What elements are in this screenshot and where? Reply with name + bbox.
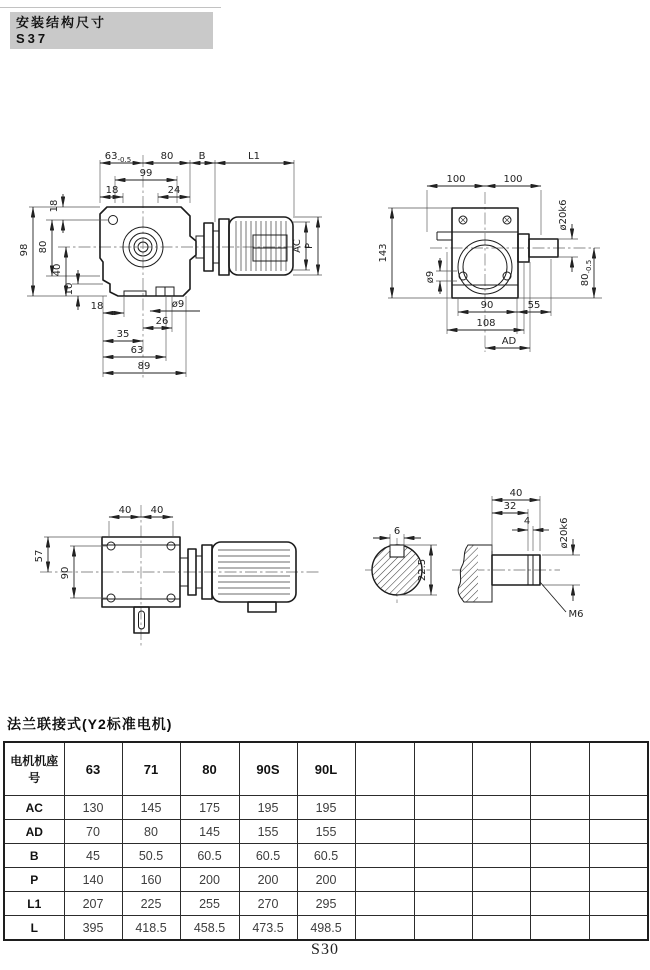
empty-cell	[414, 796, 472, 820]
empty-cell	[530, 892, 589, 916]
empty-cell	[530, 916, 589, 941]
table-row-AC	[4, 796, 648, 820]
motor-foot	[248, 602, 276, 612]
cell: 130	[64, 796, 122, 820]
shaft-side-view	[452, 545, 560, 602]
empty-cell	[355, 820, 414, 844]
table-row-P	[4, 868, 648, 892]
dim-63-tolerance: -0.5	[117, 156, 132, 164]
col-header-90L: 90L	[297, 742, 355, 796]
empty-cell	[530, 820, 589, 844]
dim-label-90: 90	[480, 300, 494, 311]
cell: 295	[297, 892, 355, 916]
model-code: S37	[16, 31, 49, 46]
dim-label-100-right: 100	[503, 174, 523, 185]
hub-hatch	[458, 545, 478, 602]
cell: 50.5	[122, 844, 180, 868]
cell: 80	[122, 820, 180, 844]
cell: 60.5	[297, 844, 355, 868]
dim-label-63-tol	[105, 151, 131, 164]
extension-lines	[44, 521, 173, 598]
col-header-71: 71	[122, 742, 180, 796]
empty-cell	[530, 868, 589, 892]
col-header-empty	[589, 742, 648, 796]
dim-label-18-left: 18	[49, 199, 60, 213]
housing-body	[437, 208, 558, 298]
front-view-drawing	[19, 151, 322, 380]
keyway	[390, 545, 404, 557]
empty-cell	[589, 796, 648, 820]
dim-label-40-left: 40	[118, 505, 132, 516]
cell: 60.5	[180, 844, 239, 868]
dim-label-89: 89	[137, 361, 151, 372]
cell: 45	[64, 844, 122, 868]
cell: 255	[180, 892, 239, 916]
m6-leader	[540, 582, 566, 612]
col-header-63: 63	[64, 742, 122, 796]
cell: 458.5	[180, 916, 239, 941]
dim-80-tolerance: -0.5	[585, 259, 593, 274]
cell: 418.5	[122, 916, 180, 941]
table-title: 法兰联接式(Y2标准电机)	[7, 716, 173, 732]
dim-label-80: 80	[160, 151, 174, 162]
dim-label-dia9: ø9	[425, 270, 436, 284]
dim-label-99: 99	[139, 168, 153, 179]
col-header-90S: 90S	[239, 742, 297, 796]
row-label: L	[4, 916, 64, 941]
empty-cell	[355, 916, 414, 941]
empty-cell	[414, 892, 472, 916]
dim-label-22-5: 22.5	[417, 558, 428, 582]
dim-80: 80	[580, 273, 591, 287]
dim-label-B: B	[198, 151, 206, 162]
empty-cell	[530, 844, 589, 868]
section-title: 安装结构尺寸	[16, 15, 107, 30]
empty-cell	[355, 892, 414, 916]
dim-label-40: 40	[52, 263, 63, 277]
dimension-table-section	[3, 714, 647, 941]
empty-cell	[414, 844, 472, 868]
empty-cell	[472, 820, 530, 844]
dim-label-P: P	[304, 242, 315, 250]
dim-label-108: 108	[476, 318, 496, 329]
row-label: AD	[4, 820, 64, 844]
col-header-empty	[530, 742, 589, 796]
dim-label-35: 35	[116, 329, 130, 340]
hatched-plug	[165, 287, 174, 296]
motor	[196, 217, 293, 275]
cell: 270	[239, 892, 297, 916]
dim-label-24: 24	[167, 185, 181, 196]
dim-label-80-tol	[580, 260, 593, 286]
dim-label-63-bottom: 63	[130, 345, 144, 356]
row-label: P	[4, 868, 64, 892]
shaft-keyway	[139, 611, 145, 629]
cell: 175	[180, 796, 239, 820]
centerlines	[430, 192, 600, 352]
col-header-frame-size: 电机机座号	[4, 742, 64, 796]
dimension-labels	[34, 505, 163, 579]
cell: 473.5	[239, 916, 297, 941]
empty-cell	[589, 892, 648, 916]
cell: 60.5	[239, 844, 297, 868]
cell: 195	[239, 796, 297, 820]
input-keyway	[437, 232, 452, 240]
col-header-80: 80	[180, 742, 239, 796]
cell: 200	[297, 868, 355, 892]
cell: 225	[122, 892, 180, 916]
empty-cell	[472, 844, 530, 868]
dimension-labels	[378, 174, 593, 347]
cell: 195	[297, 796, 355, 820]
cell: 395	[64, 916, 122, 941]
table-row-B	[4, 844, 648, 868]
cell: 70	[64, 820, 122, 844]
cell: 140	[64, 868, 122, 892]
shaft-detail-drawing	[365, 488, 584, 620]
empty-cell	[472, 916, 530, 941]
dim-label-AC: AC	[292, 239, 303, 253]
cell: 160	[122, 868, 180, 892]
dim-label-90: 90	[60, 566, 71, 580]
col-header-empty	[355, 742, 414, 796]
motor	[180, 542, 296, 612]
dim-label-32: 32	[503, 501, 517, 512]
empty-cell	[355, 796, 414, 820]
empty-cell	[472, 892, 530, 916]
dim-label-L1: L1	[248, 151, 260, 162]
centerlines	[58, 155, 310, 380]
table-row-L1	[4, 892, 648, 916]
table-row-L	[4, 916, 648, 941]
dim-label-dia20k6: ø20k6	[558, 199, 569, 231]
screw	[107, 594, 115, 602]
dim-label-80-left: 80	[38, 240, 49, 254]
cell: 145	[180, 820, 239, 844]
empty-cell	[472, 796, 530, 820]
table-row-AD	[4, 820, 648, 844]
motor-dimension-table	[3, 741, 649, 941]
empty-cell	[414, 868, 472, 892]
motor-fins	[236, 221, 286, 271]
empty-cell	[530, 796, 589, 820]
screw	[107, 542, 115, 550]
empty-cell	[589, 844, 648, 868]
empty-cell	[414, 820, 472, 844]
header-row	[4, 742, 648, 796]
bolt-hole	[459, 272, 467, 280]
cell: 145	[122, 796, 180, 820]
dimension-labels	[394, 488, 584, 620]
dim-label-AD: AD	[501, 336, 517, 347]
row-label: L1	[4, 892, 64, 916]
cell: 155	[297, 820, 355, 844]
dim-label-55: 55	[527, 300, 541, 311]
dim-label-98: 98	[19, 243, 30, 257]
row-label: B	[4, 844, 64, 868]
dim-label-18-bottom: 18	[90, 301, 104, 312]
page-number: S30	[311, 941, 339, 958]
empty-cell	[589, 820, 648, 844]
cell: 200	[239, 868, 297, 892]
screw	[167, 542, 175, 550]
dim-label-dia20k6: ø20k6	[559, 517, 570, 549]
dim-label-40-right: 40	[150, 505, 164, 516]
cell: 207	[64, 892, 122, 916]
empty-cell	[414, 916, 472, 941]
dim-label-4: 4	[523, 516, 531, 527]
dim-label-57: 57	[34, 549, 45, 563]
empty-cell	[355, 844, 414, 868]
dimension-lines	[48, 517, 173, 598]
empty-cell	[355, 868, 414, 892]
row-label: AC	[4, 796, 64, 820]
dim-label-26: 26	[155, 316, 169, 327]
dim-label-100-left: 100	[446, 174, 466, 185]
col-header-empty	[414, 742, 472, 796]
hatched-plug	[156, 287, 165, 296]
empty-cell	[589, 868, 648, 892]
dim-label-6: 6	[393, 526, 401, 537]
bolt-hole	[503, 272, 511, 280]
top-view-drawing	[34, 505, 320, 648]
gearbox-body	[100, 207, 196, 296]
empty-cell	[589, 916, 648, 941]
screw	[167, 594, 175, 602]
dim-63: 63	[104, 151, 118, 162]
dim-label-18-top: 18	[105, 185, 119, 196]
empty-cell	[472, 868, 530, 892]
cell: 498.5	[297, 916, 355, 941]
cell: 200	[180, 868, 239, 892]
col-header-empty	[472, 742, 530, 796]
dim-label-M6: M6	[568, 609, 584, 620]
dim-label-10: 10	[64, 282, 75, 296]
dim-label-dia9: ø9	[171, 299, 185, 310]
dim-label-40: 40	[509, 488, 523, 499]
rear-view-drawing	[378, 174, 602, 352]
cell: 155	[239, 820, 297, 844]
dim-label-143: 143	[378, 243, 389, 263]
bolt-hole	[109, 216, 118, 225]
